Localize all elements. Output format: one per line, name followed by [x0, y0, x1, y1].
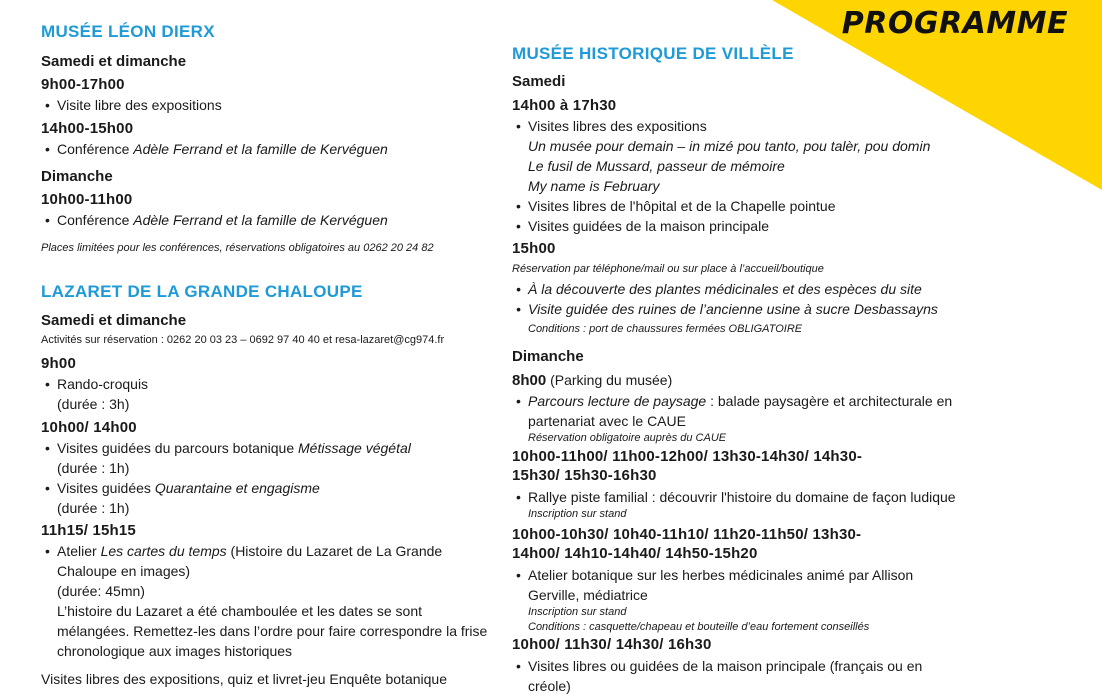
- footer-text: Visites libres des expositions, quiz et livret-jeu Enquête botanique: [41, 671, 447, 687]
- list-item: • Rallye piste familial : découvrir l'histoire du domaine de façon ludique Inscription sur stand: [516, 489, 956, 520]
- section-heading-leon-dierx: MUSÉE LÉON DIERX: [41, 22, 215, 41]
- reservation-note: Réservation par téléphone/mail ou sur place à l’accueil/boutique: [512, 263, 824, 275]
- list-item: • Visites libres ou guidées de la maison principale (français ou en créole): [516, 658, 923, 694]
- time-slot: 11h15/ 15h15: [41, 522, 136, 539]
- time-slot: 10h00-11h00: [41, 191, 133, 208]
- list-item: • Conférence Adèle Ferrand et la famille de Kervéguen: [45, 212, 388, 228]
- list-item: • Visite libre des expositions: [45, 97, 222, 113]
- list-item: • Parcours lecture de paysage : balade paysagère et architecturale en partenariat avec le CAUE Réservation obligatoire auprès du CAUE: [516, 393, 953, 444]
- list-item: • À la découverte des plantes médicinales et des espèces du site • Visite guidée des ruines de l’ancienne usine à sucre Desbassayns Conditions : port de chaussures fermées OBLIGATOIRE: [516, 281, 938, 335]
- list-item: • Visites libres des expositions Un musée pour demain – in mizé pou tanto, pou talèr, pou domin Le fusil de Mussard, passeur de mémoire My name is February • Visites libres de l'hôpital et de la Chapelle pointue • Visites guidées de la maison principale: [516, 118, 931, 234]
- time-slot: 14h00-15h00: [41, 120, 134, 137]
- time-slot: 15h00: [512, 240, 556, 257]
- section-heading-villele: MUSÉE HISTORIQUE DE VILLÈLE: [512, 44, 794, 63]
- time-slot: 9h00-17h00: [41, 76, 125, 93]
- time-slot: 10h00/ 11h30/ 14h30/ 16h30: [512, 636, 712, 653]
- list-item: • Visites guidées du parcours botanique Métissage végétal (durée : 1h) • Visites guidées Quarantaine et engagisme (durée : 1h): [45, 440, 411, 516]
- time-slot: 8h00 (Parking du musée): [512, 372, 673, 389]
- time-slot: 14h00 à 17h30: [512, 97, 617, 114]
- section-heading-lazaret: LAZARET DE LA GRANDE CHALOUPE: [41, 282, 363, 301]
- day-label: Samedi et dimanche: [41, 312, 187, 329]
- time-slot: 10h00-10h30/ 10h40-11h10/ 11h20-11h50/ 13h30-: [512, 526, 862, 543]
- time-slot: 10h00/ 14h00: [41, 419, 137, 436]
- time-slot: 9h00: [41, 355, 76, 372]
- booking-info: Activités sur réservation : 0262 20 03 23 – 0692 97 40 40 et resa-lazaret@cg974.fr: [41, 334, 445, 346]
- time-slot: 14h00/ 14h10-14h40/ 14h50-15h20: [512, 545, 758, 562]
- reservation-note: Places limitées pour les conférences, réservations obligatoires au 0262 20 24 82: [41, 242, 434, 254]
- time-slot: 15h30/ 15h30-16h30: [512, 467, 657, 484]
- day-label: Samedi et dimanche: [41, 53, 187, 70]
- list-item: • Conférence Adèle Ferrand et la famille de Kervéguen: [45, 141, 388, 157]
- day-label: Samedi: [512, 73, 566, 90]
- list-item: • Rando-croquis (durée : 3h): [45, 376, 149, 412]
- list-item: • Atelier Les cartes du temps (Histoire du Lazaret de La Grande Chaloupe en images) (durée: 45mn) L’histoire du Lazaret a été chamboulée et les dates se sont mélangées. Remettez-les dans l’ordre pour faire correspondre la frise chronologique aux images historiques: [45, 543, 488, 659]
- day-label: Dimanche: [41, 168, 113, 185]
- day-label: Dimanche: [512, 348, 584, 365]
- programme-title: PROGRAMME: [841, 6, 1068, 41]
- list-item: • Atelier botanique sur les herbes médicinales animé par Allison Gerville, médiatrice Inscription sur stand Conditions : casquette/chapeau et bouteille d’eau fortement conseillés: [516, 567, 914, 633]
- time-slot: 10h00-11h00/ 11h00-12h00/ 13h30-14h30/ 14h30-: [512, 448, 863, 465]
